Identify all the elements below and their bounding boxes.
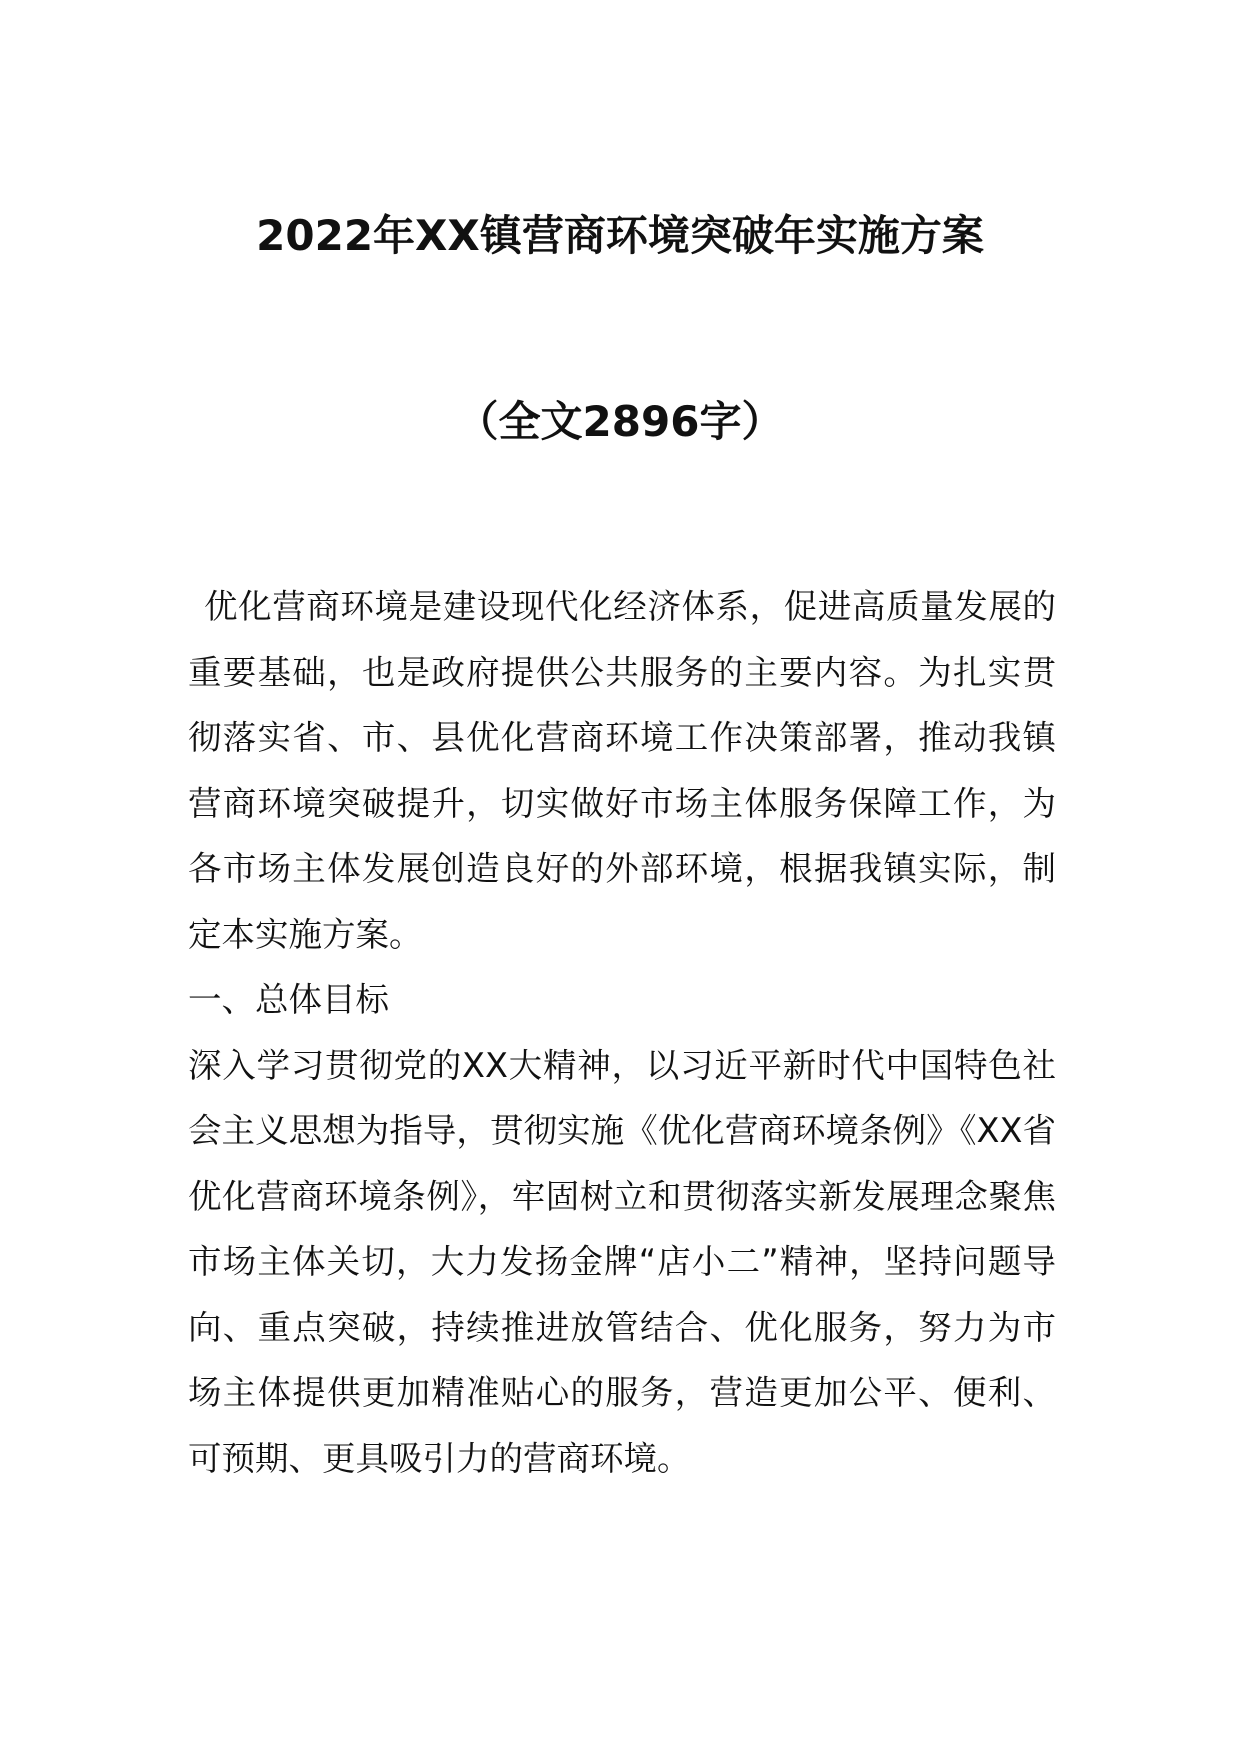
- section-paragraph: 深入学习贯彻党的XX大精神，以习近平新时代中国特色社会主义思想为指导，贯彻实施《优化营商环境条例》《XX省优化营商环境条例》，牢固树立和贯彻落实新发展理念聚焦市场主体关切，大力发扬金牌“店小二”精神，坚持问题导向、重点突破，持续推进放管结合、优化服务，努力为市场主体提供更加精准贴心的服务，营造更加公平、便利、可预期、更具吸引力的营商环境。: [188, 1045, 1056, 1478]
- document-subtitle: （全文2896字）: [456, 397, 784, 446]
- document-title: 2022年XX镇营商环境突破年实施方案: [256, 211, 984, 260]
- intro-paragraph: 优化营商环境是建设现代化经济体系，促进高质量发展的重要基础，也是政府提供公共服务的主要内容。为扎实贯彻落实省、市、县优化营商环境工作决策部署，推动我镇营商环境突破提升，切实做好市场主体服务保障工作，为各市场主体发展创造良好的外部环境，根据我镇实际，制定本实施方案。: [188, 587, 1056, 954]
- document-body: [188, 574, 1056, 1491]
- section-heading: 一、总体目标: [188, 980, 389, 1019]
